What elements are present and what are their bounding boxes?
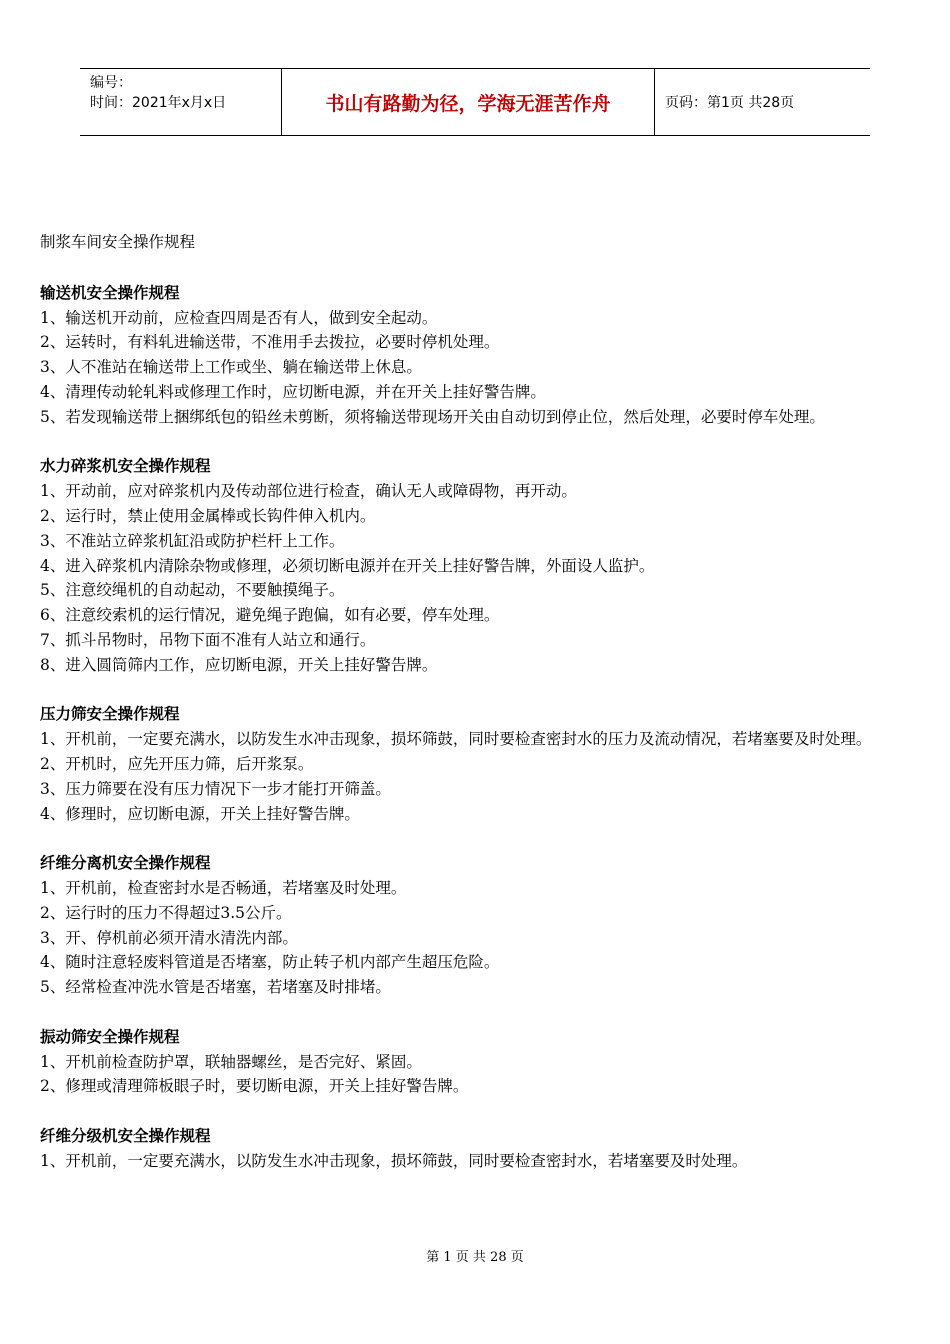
rule-item: 3、不准站立碎浆机缸沿或防护栏杆上工作。 — [40, 531, 345, 550]
section-heading: 水力碎浆机安全操作规程 — [40, 457, 211, 476]
rule-item: 2、运行时，禁止使用金属棒或长钩件伸入机内。 — [40, 506, 376, 525]
document-title: 制浆车间安全操作规程 — [40, 233, 196, 251]
page-header — [80, 68, 870, 136]
rule-item: 2、修理或清理筛板眼子时，要切断电源，开关上挂好警告牌。 — [40, 1077, 469, 1096]
rule-item: 2、开机时，应先开压力筛，后开浆泵。 — [40, 754, 314, 773]
rule-item: 1、开机前，一定要充满水，以防发生水冲击现象，损坏筛鼓，同时要检查密封水，若堵塞要及时处理。 — [40, 1151, 748, 1170]
rule-item: 5、注意绞绳机的自动起动，不要触摸绳子。 — [40, 581, 345, 600]
rule-item: 1、开机前，检查密封水是否畅通，若堵塞及时处理。 — [40, 878, 407, 897]
section-heading: 纤维分级机安全操作规程 — [40, 1126, 211, 1145]
rule-item: 1、开机前，一定要充满水，以防发生水冲击现象，损坏筛鼓，同时要检查密封水的压力及流动情况，若堵塞要及时处理。 — [40, 730, 872, 749]
rule-item: 2、运转时，有料轧进输送带，不准用手去拨拉，必要时停机处理。 — [40, 333, 500, 352]
rule-item: 4、进入碎浆机内清除杂物或修理，必须切断电源并在开关上挂好警告牌，外面设人监护。 — [40, 556, 655, 575]
header-page-info: 页码：第1页 共28页 — [665, 95, 795, 111]
rule-item: 4、随时注意轻废料管道是否堵塞，防止转子机内部产生超压危险。 — [40, 953, 500, 972]
section-heading: 输送机安全操作规程 — [40, 283, 180, 302]
rule-item: 3、压力筛要在没有压力情况下一步才能打开筛盖。 — [40, 779, 391, 798]
rule-item: 1、开机前检查防护罩，联轴器螺丝，是否完好、紧固。 — [40, 1052, 422, 1071]
rule-item: 5、经常检查冲洗水管是否堵塞，若堵塞及时排堵。 — [40, 978, 391, 997]
time-label: 时间：2021年x月x日 — [90, 95, 227, 111]
section-heading: 振动筛安全操作规程 — [40, 1027, 180, 1046]
section-heading: 压力筛安全操作规程 — [40, 705, 180, 724]
rule-item: 1、输送机开动前，应检查四周是否有人，做到安全起动。 — [40, 308, 438, 327]
rule-item: 8、进入圆筒筛内工作，应切断电源，开关上挂好警告牌。 — [40, 655, 438, 674]
section — [40, 702, 912, 826]
rule-item: 2、运行时的压力不得超过3.5公斤。 — [40, 903, 292, 922]
section — [40, 1025, 912, 1099]
rule-item: 6、注意绞索机的运行情况，避免绳子跑偏，如有必要，停车处理。 — [40, 606, 500, 625]
section-heading: 纤维分离机安全操作规程 — [40, 854, 211, 873]
rule-item: 3、开、停机前必须开清水清洗内部。 — [40, 928, 298, 947]
section — [40, 1124, 912, 1174]
header-meta — [80, 69, 281, 135]
rule-item: 1、开动前，应对碎浆机内及传动部位进行检查，确认无人或障碍物，再开动。 — [40, 482, 577, 501]
section — [40, 454, 912, 677]
number-label: 编号： — [90, 75, 132, 91]
section — [40, 851, 912, 1000]
rule-item: 7、抓斗吊物时，吊物下面不准有人站立和通行。 — [40, 630, 376, 649]
rule-item: 4、修理时，应切断电源，开关上挂好警告牌。 — [40, 804, 360, 823]
rule-item: 3、人不准站在输送带上工作或坐、躺在输送带上休息。 — [40, 358, 422, 377]
page-footer: 第 1 页 共 28 页 — [426, 1250, 524, 1265]
section — [40, 281, 912, 430]
header-motto: 书山有路勤为径，学海无涯苦作舟 — [281, 69, 655, 135]
document-body — [40, 230, 912, 1198]
sections-container — [40, 281, 912, 1174]
rule-item: 4、清理传动轮轧料或修理工作时，应切断电源，并在开关上挂好警告牌。 — [40, 382, 546, 401]
rule-item: 5、若发现输送带上捆绑纸包的铅丝未剪断，须将输送带现场开关由自动切到停止位，然后处理，必要时停车处理。 — [40, 407, 825, 426]
